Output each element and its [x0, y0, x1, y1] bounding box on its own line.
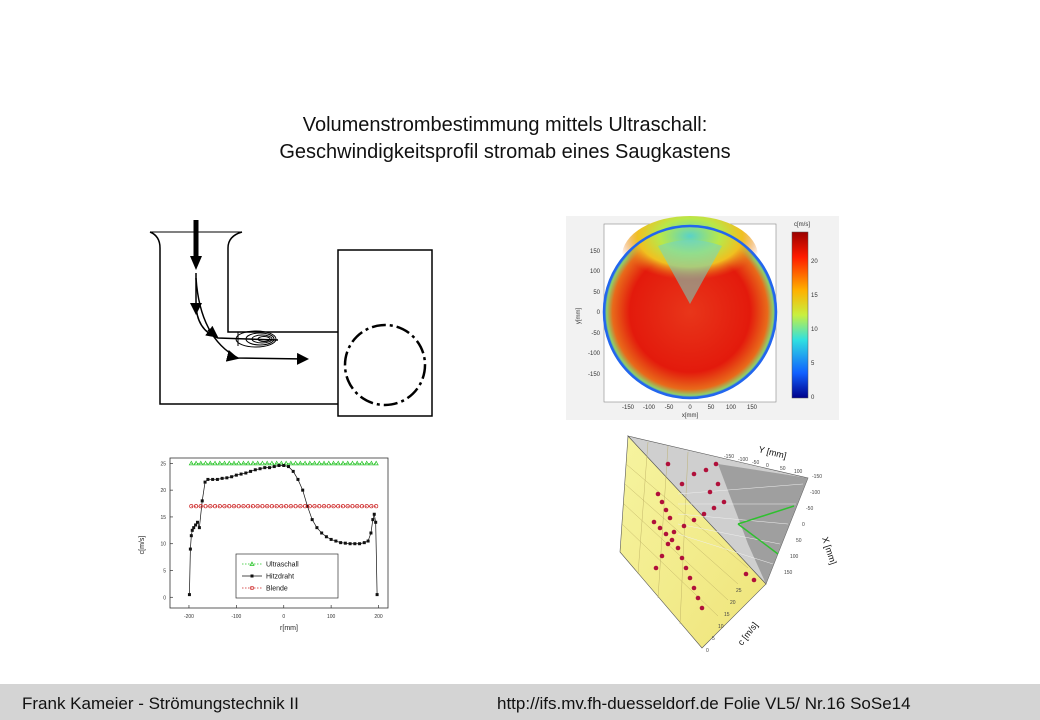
- surface-xtick: -50: [806, 506, 814, 512]
- data-point-hitzdraht: [198, 526, 201, 529]
- data-point-hitzdraht: [235, 474, 238, 477]
- surface-ytick: -50: [752, 460, 760, 466]
- surface-ytick: 0: [766, 463, 769, 469]
- data-point-hitzdraht: [349, 542, 352, 545]
- data-point-hitzdraht: [254, 468, 257, 471]
- contour-ytick: 150: [589, 249, 600, 255]
- chart-xtick-label: -100: [231, 614, 242, 620]
- legend-label: Blende: [266, 585, 288, 593]
- surface-ctick: 0: [706, 648, 709, 654]
- data-point-hitzdraht: [259, 467, 262, 470]
- contour-xtick: 0: [688, 405, 692, 411]
- chart-ytick-label: 20: [160, 488, 166, 495]
- surface-ytick: 100: [794, 469, 803, 475]
- contour-xtick: -100: [642, 405, 656, 411]
- contour-ytick: 100: [589, 269, 600, 275]
- chart-xtick-label: 200: [374, 614, 383, 620]
- data-point-hitzdraht: [373, 513, 376, 516]
- data-point-hitzdraht: [204, 481, 207, 484]
- contour-xtick: -50: [664, 405, 674, 411]
- data-point-hitzdraht: [192, 526, 195, 529]
- surface-y-label: Y [mm]: [757, 444, 788, 461]
- contour-xtick: 50: [707, 405, 715, 411]
- data-point-hitzdraht: [188, 593, 191, 596]
- data-point-hitzdraht: [296, 478, 299, 481]
- data-point-hitzdraht: [230, 475, 233, 478]
- colorbar-tick: 15: [811, 293, 818, 299]
- data-point-hitzdraht: [287, 465, 290, 468]
- data-point-hitzdraht: [268, 466, 271, 469]
- contour-ylabel: y[mm]: [576, 307, 582, 325]
- chart-ytick-label: 25: [160, 461, 166, 468]
- chart-legend: [236, 554, 338, 598]
- data-point-hitzdraht: [196, 521, 199, 524]
- surface-xtick: 100: [790, 554, 799, 560]
- data-point-hitzdraht: [325, 535, 328, 538]
- footer-url: http://ifs.mv.fh-duesseldorf.de Folie VL5/ Nr.16 SoSe14: [497, 694, 911, 713]
- surface-ctick: 5: [712, 636, 715, 642]
- data-point-hitzdraht: [225, 476, 228, 479]
- data-point-hitzdraht: [334, 540, 337, 543]
- contour-ytick: 0: [596, 310, 600, 316]
- data-point-hitzdraht: [240, 473, 243, 476]
- colorbar-tick: 10: [811, 327, 818, 333]
- data-point-hitzdraht: [330, 538, 333, 541]
- velocity-profile-chart: [132, 450, 402, 635]
- title-line-2: Geschwindigkeitsprofil stromab eines Saugkastens: [279, 141, 731, 163]
- data-point-hitzdraht: [273, 465, 276, 468]
- velocity-contour-plot: [566, 216, 839, 420]
- data-point-hitzdraht: [369, 532, 372, 535]
- legend-label: Hitzdraht: [266, 573, 295, 581]
- surface-ctick: 20: [730, 600, 736, 606]
- data-point-hitzdraht: [371, 518, 374, 521]
- data-point-hitzdraht: [344, 542, 347, 545]
- data-point-hitzdraht: [278, 464, 281, 467]
- data-point-hitzdraht: [292, 470, 295, 473]
- surface-ytick: -100: [738, 457, 749, 463]
- contour-ytick: 50: [593, 290, 600, 296]
- colorbar-tick: 0: [811, 395, 815, 401]
- legend-label: Ultraschall: [266, 561, 299, 569]
- chart-ytick-label: 0: [163, 595, 166, 602]
- footer-bar: [0, 684, 1040, 720]
- data-point-hitzdraht: [211, 478, 214, 481]
- surface-ytick: -150: [724, 454, 735, 460]
- data-point-hitzdraht: [301, 489, 304, 492]
- suction-box-schematic: [148, 218, 438, 420]
- chart-ytick-label: 5: [163, 568, 166, 575]
- data-point-hitzdraht: [221, 477, 224, 480]
- colorbar-tick: 5: [811, 361, 815, 367]
- contour-xtick: 100: [725, 405, 737, 411]
- chart-xtick-label: -200: [183, 614, 194, 620]
- surface-c-label: c [m/s]: [735, 620, 760, 648]
- surface-xtick: 0: [802, 522, 805, 528]
- surface-ctick: 15: [724, 612, 730, 618]
- chart-ytick-label: 15: [160, 514, 166, 521]
- contour-xtick: 150: [746, 405, 758, 411]
- colorbar: [792, 232, 808, 398]
- surface-ytick: 50: [780, 466, 786, 472]
- data-point-hitzdraht: [249, 470, 252, 473]
- chart-xtick-label: 0: [282, 614, 286, 620]
- data-point-hitzdraht: [251, 575, 254, 578]
- surface-ctick: 10: [718, 624, 724, 630]
- contour-ytick: -50: [591, 331, 600, 337]
- data-point-hitzdraht: [376, 593, 379, 596]
- surface-xtick: 150: [784, 570, 793, 576]
- data-point-hitzdraht: [320, 532, 323, 535]
- data-point-hitzdraht: [367, 540, 370, 543]
- slide-title: [0, 112, 1010, 166]
- data-point-hitzdraht: [206, 478, 209, 481]
- surface-xtick: -100: [810, 490, 821, 496]
- data-point-hitzdraht: [244, 472, 247, 475]
- data-point-hitzdraht: [353, 542, 356, 545]
- surface-xtick: -150: [812, 474, 823, 480]
- title-line-1: Volumenstrombestimmung mittels Ultraschall:: [302, 114, 708, 136]
- surface-ctick: 25: [736, 588, 742, 594]
- contour-ytick: -150: [587, 372, 600, 378]
- colorbar-tick: 20: [811, 259, 818, 265]
- data-point-hitzdraht: [315, 526, 318, 529]
- surface-xtick: 50: [796, 538, 802, 544]
- data-point-hitzdraht: [191, 529, 194, 532]
- data-point-hitzdraht: [311, 518, 314, 521]
- footer-author: Frank Kameier - Strömungstechnik II: [22, 694, 299, 713]
- data-point-hitzdraht: [216, 478, 219, 481]
- chart-xlabel: r[mm]: [280, 625, 298, 632]
- data-point-hitzdraht: [263, 466, 266, 469]
- data-point-hitzdraht: [282, 464, 285, 467]
- data-point-hitzdraht: [358, 542, 361, 545]
- data-point-hitzdraht: [201, 499, 204, 502]
- velocity-surface-plot: [598, 434, 842, 662]
- contour-xtick: -150: [621, 405, 635, 411]
- chart-xtick-label: 100: [326, 614, 336, 620]
- contour-ytick: -100: [587, 351, 600, 357]
- data-point-hitzdraht: [190, 534, 193, 537]
- contour-xlabel: x[mm]: [681, 413, 699, 419]
- surface-x-label: X [mm]: [820, 535, 839, 566]
- data-point-hitzdraht: [374, 521, 377, 524]
- data-point-hitzdraht: [194, 523, 197, 526]
- chart-ylabel: c[m/s]: [139, 535, 146, 555]
- data-point-hitzdraht: [339, 541, 342, 544]
- chart-ytick-label: 10: [160, 541, 166, 548]
- data-point-hitzdraht: [363, 541, 366, 544]
- data-point-hitzdraht: [189, 548, 192, 551]
- colorbar-label: c[m/s]: [794, 222, 810, 228]
